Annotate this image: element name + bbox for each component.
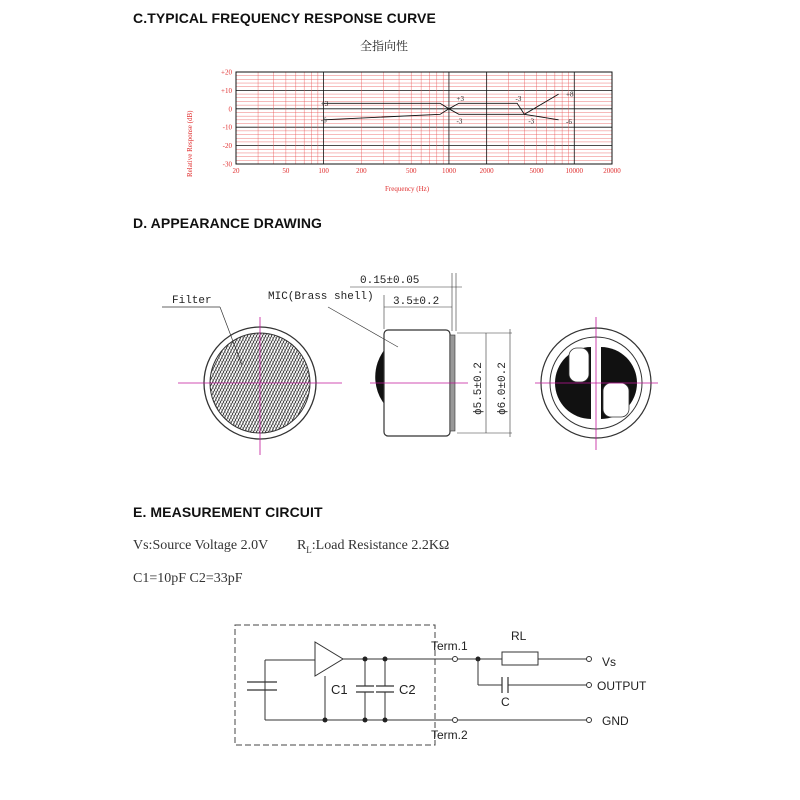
length-dimension: 3.5±0.2 (393, 296, 440, 308)
term1-label: Term.1 (431, 639, 468, 653)
plot-frame (236, 72, 612, 164)
vs-label: Vs (602, 655, 617, 669)
curve-annotation: +8 (566, 90, 574, 99)
x-tick-label: 5000 (529, 167, 544, 175)
y-tick-label: +20 (221, 68, 232, 77)
output-label: OUTPUT (597, 679, 647, 693)
measurement-circuit (225, 620, 665, 750)
load-resistance-text: $R_L:Load$ Resistance 2.2KΩ (296, 538, 450, 555)
chart-subtitle: 全指向性 (360, 39, 409, 53)
curve-annotation: -6 (566, 118, 572, 127)
y-tick-label: +10 (221, 86, 232, 95)
inner-diameter-dimension: ϕ5.5±0.2 (473, 362, 485, 415)
c2-label: C2 (399, 682, 416, 697)
curve-annotation: -3 (515, 95, 522, 104)
rl-label: RL (511, 629, 527, 643)
y-tick-label: -10 (222, 123, 232, 132)
rear-view (535, 317, 658, 450)
x-tick-label: 500 (405, 167, 417, 175)
curve-annotation: +3 (320, 99, 329, 108)
x-tick-label: 20000 (603, 167, 621, 175)
gnd-label: GND (602, 714, 629, 728)
curve-annotation: -3 (528, 117, 535, 126)
gap-dimension: 0.15±0.05 (360, 275, 420, 287)
side-view (268, 273, 512, 437)
front-view (162, 295, 342, 455)
section-d-title: D. APPEARANCE DRAWING (133, 215, 323, 231)
x-tick-label: 2000 (479, 167, 494, 175)
y-tick-label: -30 (222, 160, 232, 169)
appearance-drawing (150, 255, 670, 465)
x-tick-label: 10000 (565, 167, 584, 175)
frequency-response-chart (180, 62, 630, 197)
source-voltage-text: Vs:Source Voltage 2.0V (133, 538, 268, 553)
c-label: C (501, 695, 510, 709)
x-tick-label: 100 (318, 167, 329, 175)
c1-label: C1 (331, 682, 348, 697)
curve-annotation: +3 (456, 95, 464, 104)
curve-annotation: -3 (456, 117, 463, 126)
x-tick-label: 20 (232, 167, 240, 175)
x-tick-label: 50 (282, 167, 290, 175)
section-e-title: E. MEASUREMENT CIRCUIT (133, 504, 323, 520)
x-tick-label: 1000 (441, 167, 456, 175)
series-line-1 (324, 94, 559, 114)
curve-annotation: -6 (320, 116, 327, 125)
capacitor-values-text: C1=10pF C2=33pF (133, 571, 243, 586)
mic-label: MIC(Brass shell) (268, 291, 374, 303)
y-tick-label: 0 (228, 105, 232, 114)
x-tick-label: 200 (356, 167, 367, 175)
outer-diameter-dimension: ϕ6.0±0.2 (497, 362, 509, 415)
series-line-2 (324, 103, 559, 120)
x-axis-label: Frequency (Hz) (385, 185, 430, 193)
circuit-params-line-1 (133, 538, 449, 555)
y-axis-label: Relative Response (dB) (186, 110, 194, 177)
filter-label: Filter (172, 295, 212, 307)
chart-grid (236, 72, 612, 164)
section-c-title: C.TYPICAL FREQUENCY RESPONSE CURVE (133, 10, 436, 26)
chart-annotations (321, 91, 574, 127)
y-tick-label: -20 (222, 142, 232, 151)
term2-label: Term.2 (431, 728, 468, 742)
